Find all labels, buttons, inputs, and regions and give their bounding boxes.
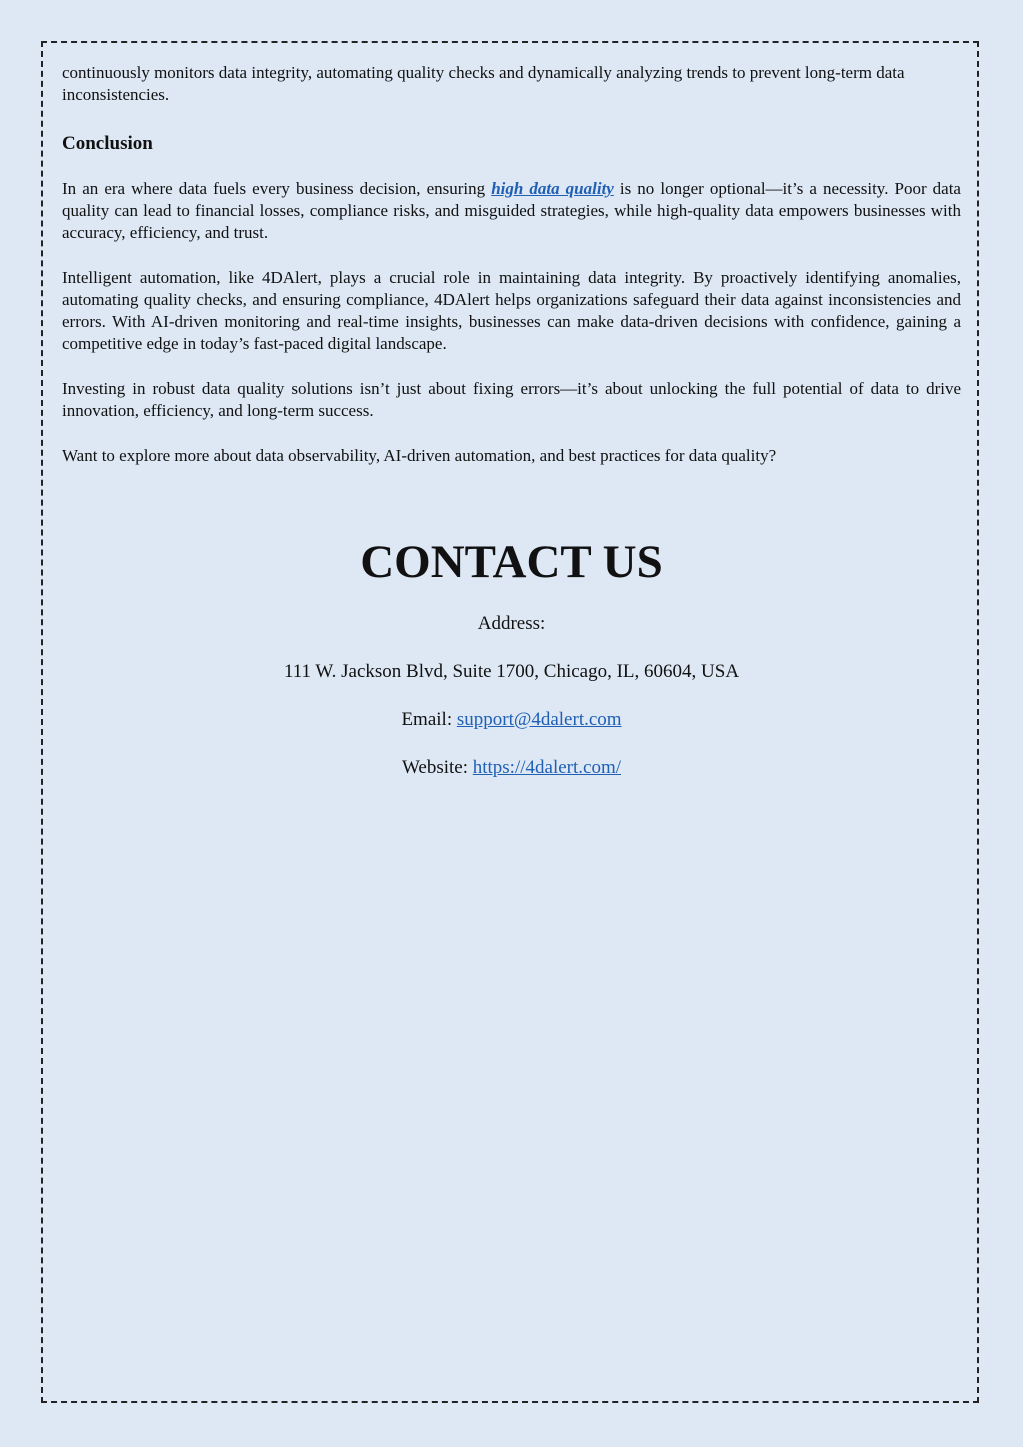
- email-label: Email:: [401, 709, 457, 730]
- conclusion-paragraph-2: Intelligent automation, like 4DAlert, plays a crucial role in maintaining data integrity. By proactively identifying anomalies, automating quality checks, and ensuring compliance, 4DAlert helps organizations safeguard their data against inconsistencies and errors. With AI-driven monitoring and real-time insights, businesses can make data-driven decisions with confidence, gaining a competitive edge in today’s fast-paced digital landscape.: [62, 268, 961, 353]
- high-data-quality-link[interactable]: high data quality: [491, 179, 614, 198]
- intro-paragraph: continuously monitors data integrity, automating quality checks and dynamically analyzing trends to prevent long-term data inconsistencies.: [62, 63, 905, 104]
- conclusion-paragraph-1: [62, 178, 961, 244]
- conclusion-paragraph-3: Investing in robust data quality solutions isn’t just about fixing errors—it’s about unlocking the full potential of data to drive innovation, efficiency, and long-term success.: [62, 379, 961, 420]
- email-link[interactable]: support@4dalert.com: [456, 709, 622, 730]
- contact-section: [0, 532, 1023, 780]
- contact-title: CONTACT US: [360, 536, 663, 588]
- website-link[interactable]: https://4dalert.com/: [472, 757, 622, 778]
- conclusion-paragraph-4: Want to explore more about data observability, AI-driven automation, and best practices for data quality?: [62, 446, 777, 465]
- paragraph-text: In an era where data fuels every business decision, ensuring: [62, 179, 492, 198]
- document-body: [62, 62, 961, 467]
- website-label: Website:: [401, 757, 473, 778]
- section-heading: Conclusion: [62, 133, 153, 154]
- paragraph-text: is no longer optional—it’s a necessity. Poor data quality can lead to financial losses, compliance risks, and misguided strategies, while high-quality data empowers businesses with accuracy, efficiency, and trust.: [62, 179, 961, 242]
- address-value: 111 W. Jackson Blvd, Suite 1700, Chicago, IL, 60604, USA: [283, 661, 740, 682]
- address-label: Address:: [477, 613, 546, 634]
- email-line: [0, 708, 1023, 732]
- website-line: [0, 756, 1023, 780]
